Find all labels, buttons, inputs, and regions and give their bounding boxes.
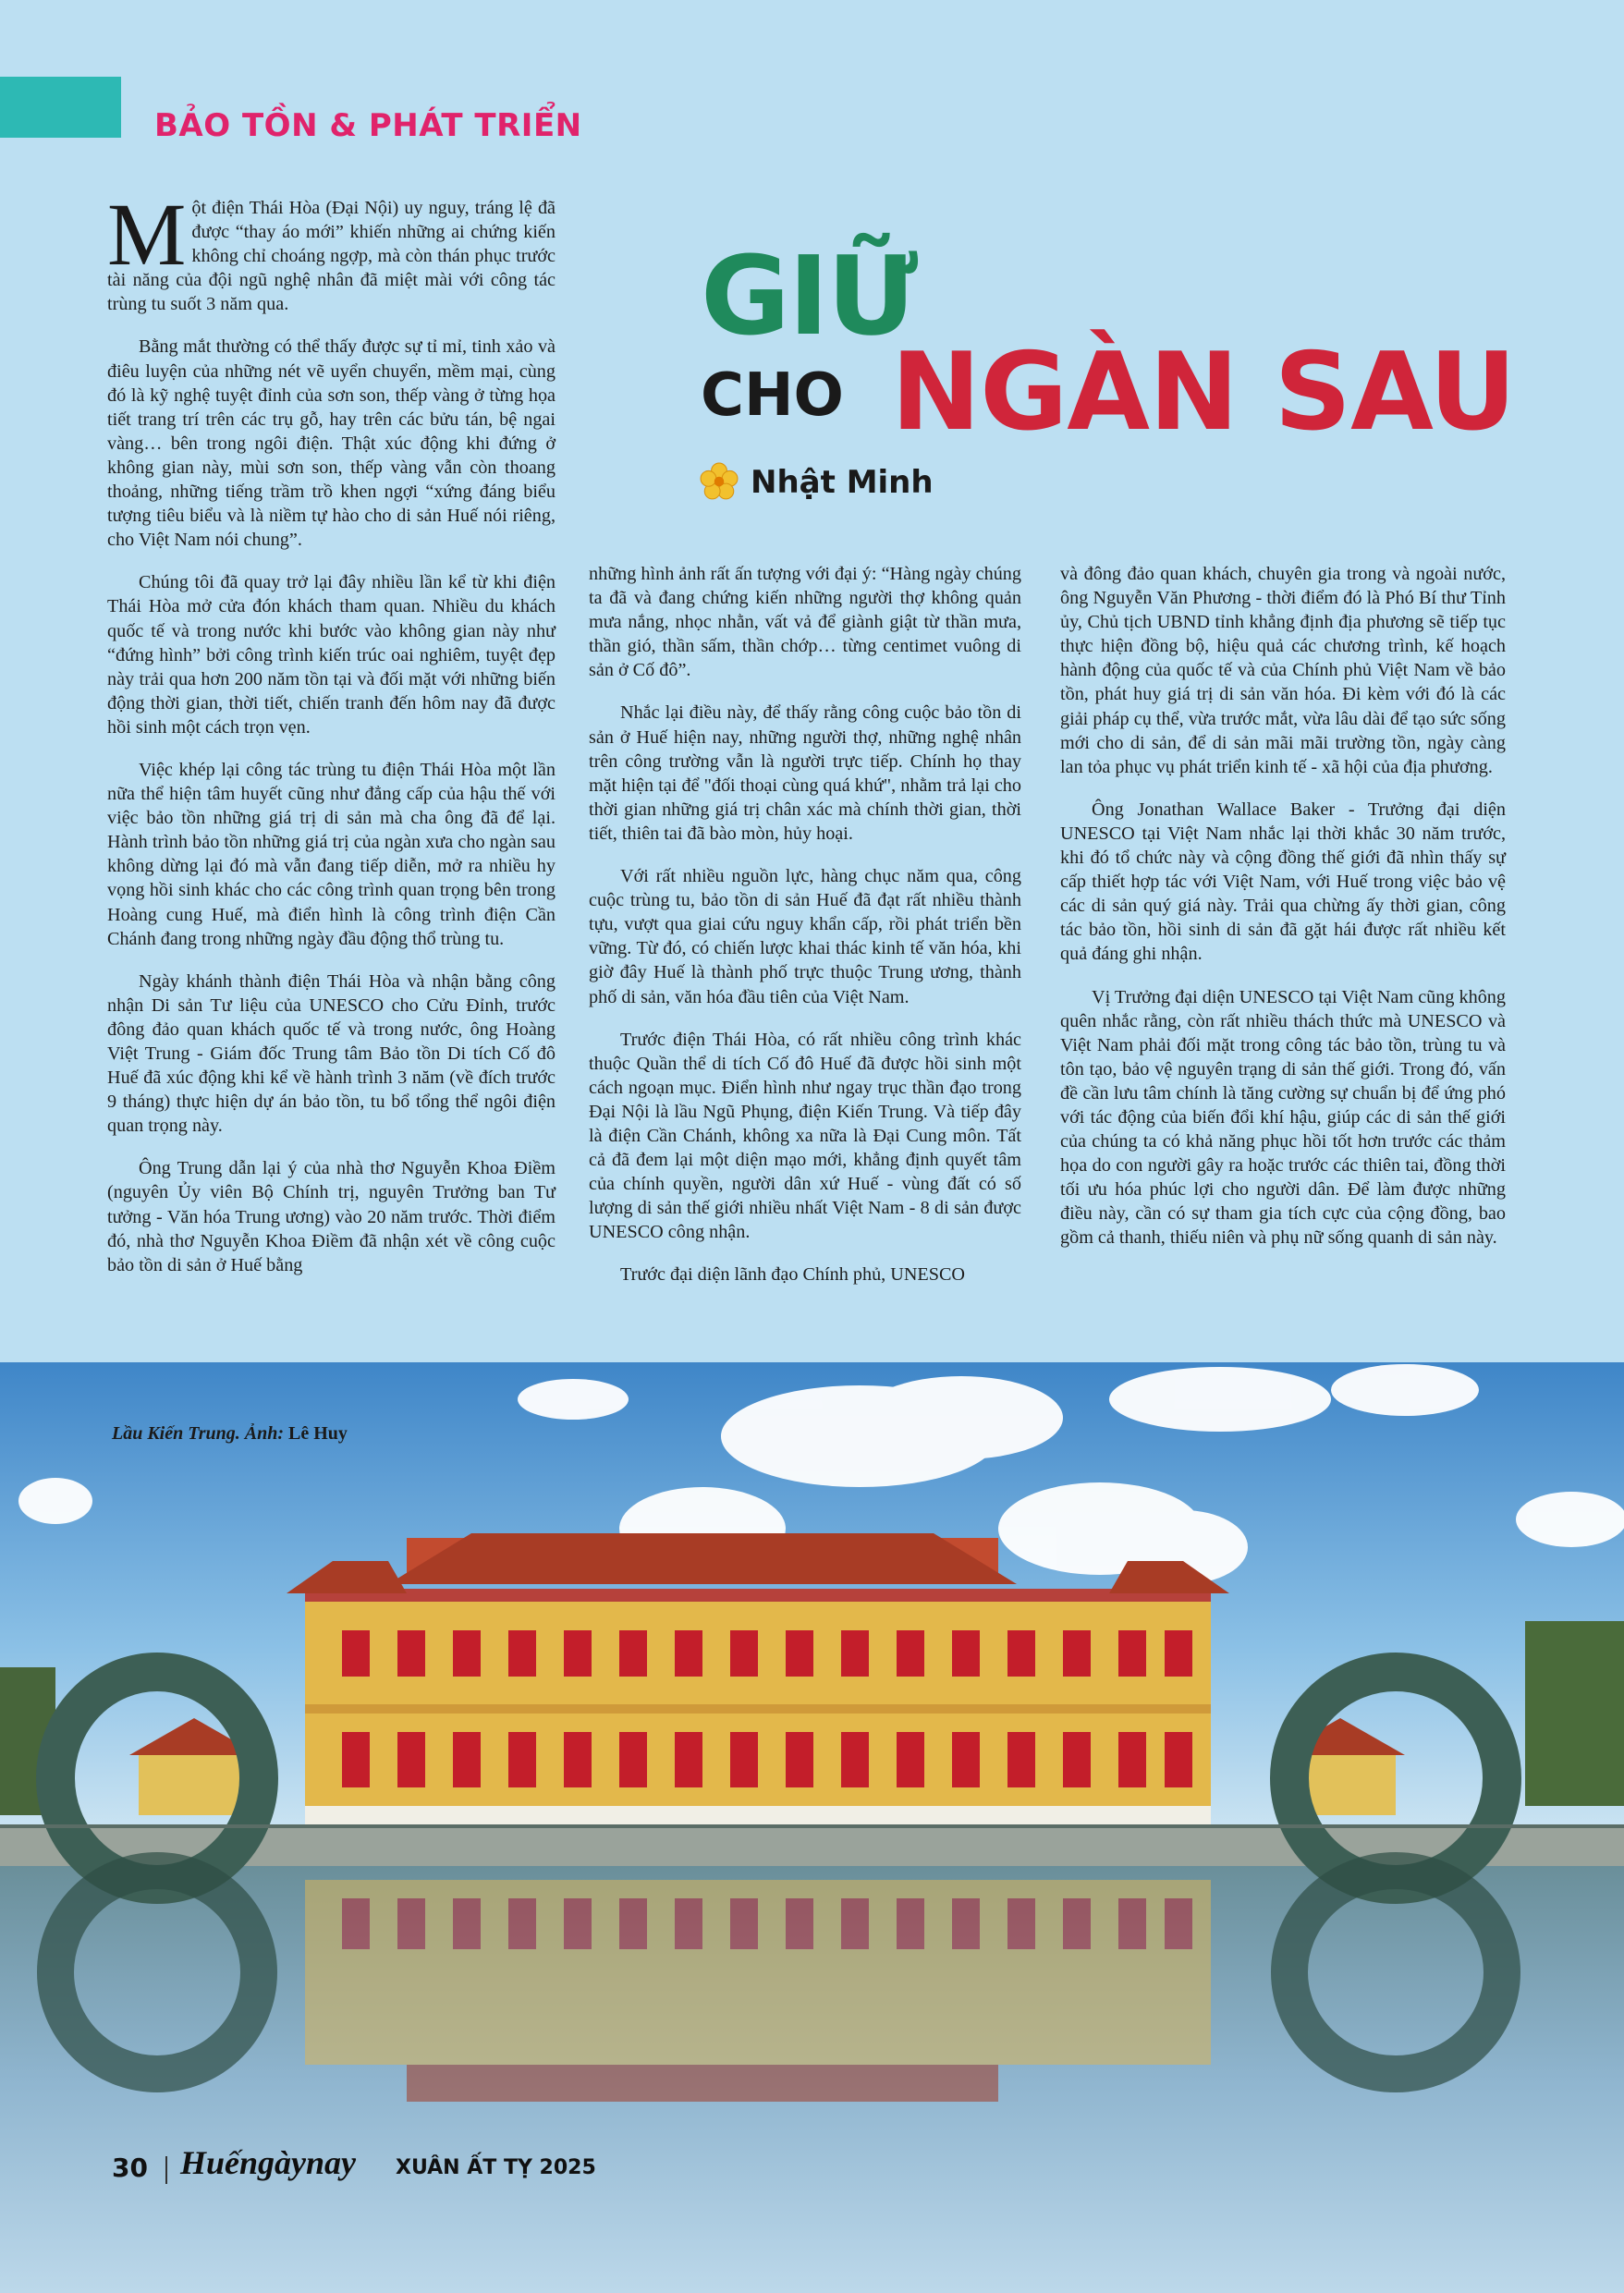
section-tab-marker [0,77,121,138]
paragraph: Chúng tôi đã quay trở lại đây nhiều lần kể từ khi điện Thái Hòa mở cửa đón khách tham quan. Nhiều du khách quốc tế và trong nước khi bước vào không gian này như “đứng hình” bởi công trình kiến trúc oai nghiêm, tuyệt đẹp này trải qua hơn 200 năm tồn tại và đối mặt với những biến động thời gian, thời tiết, chiến tranh đến hôm nay đã được hồi sinh một cách trọn vẹn. [107,572,556,738]
issue-label: XUÂN ẤT TỴ 2025 [396,2156,596,2179]
paragraph: Trước đại diện lãnh đạo Chính phủ, UNESCO [620,1264,966,1286]
footer-divider [165,2156,167,2184]
paragraph: Trước điện Thái Hòa, có rất nhiều công trình khác thuộc Quần thể di tích Cố đô Huế đã được hồi sinh một cách ngoạn mục. Điển hình như ngay trục thần đạo trong Đại Nội là lầu Ngũ Phụng, điện Kiến Trung. Và tiếp đây là điện Cần Chánh, không xa nữa là Đại Cung môn. Tất cả đã đem lại một diện mạo mới, khẳng định quyết tâm của chính quyền, người dân xứ Huế - vùng đất có số lượng di sản thế giới nhiều nhất Việt Nam - 8 di sản được UNESCO công nhận. [589,1029,1021,1243]
paragraph: và đông đảo quan khách, chuyên gia trong và ngoài nước, ông Nguyễn Văn Phương - thời điểm đó là Phó Bí thư Tỉnh ủy, Chủ tịch UBND tỉnh khẳng định địa phương sẽ tiếp tục thực hiện đồng bộ, hiệu quả các chương trình, kế hoạch hành động của quốc tế và của Chính phủ Việt Nam về bảo tồn, phát huy giá trị di sản văn hóa. Đi kèm với đó là các giải pháp cụ thể, vừa trước mắt, vừa lâu dài để tạo sức sống mới cho di sản, để di sản mãi mãi trường tồn, ngày càng lan tỏa phục vụ phát triển kinh tế - xã hội của địa phương. [1060,564,1506,777]
paragraph: Ngày khánh thành điện Thái Hòa và nhận bằng công nhận Di sản Tư liệu của UNESCO cho Cửu Đỉnh, trước đông đảo quan khách quốc tế và trong nước, ông Hoàng Việt Trung - Giám đốc Trung tâm Bảo tồn Di tích Cố đô Huế đã xúc động khi kể về hành trình 3 năm (về đích trước 9 tháng) thực hiện dự án bảo tồn, tu bổ tổng thể ngôi điện quan trọng này. [107,970,556,1137]
drop-cap: M [107,185,187,284]
section-label: BẢO TỒN & PHÁT TRIỂN [154,107,582,144]
magazine-logo: Huếngàynay [180,2144,357,2181]
apricot-flower-icon [700,462,739,501]
article-column-2 [589,562,1021,1306]
article-column-3 [1060,562,1506,1269]
paragraph: Bằng mắt thường có thể thấy được sự tỉ mỉ, tinh xảo và điêu luyện của những nét vẽ uyển chuyển, mềm mại, cùng đó là kỹ nghệ tuyệt đỉnh của sơn son, thếp vàng ở từng họa tiết trang trí trên các trụ gỗ, hay trên các bửu tán, bệ ngai vàng… bên trong ngôi điện. Thật xúc động khi đứng ở không gian này, mùi sơn son, thếp vàng vẫn còn thoang thoảng, những tiếng trầm trồ khen ngợi “xứng đáng biểu tượng tiêu biểu và là niềm tự hào cho di sản Huế nói riêng, cho Việt Nam nói chung”. [107,336,556,551]
article-column-1 [107,185,556,1296]
paragraph: Ông Trung dẫn lại ý của nhà thơ Nguyễn Khoa Điềm (nguyên Ủy viên Bộ Chính trị, nguyên Trưởng ban Tư tưởng - Văn hóa Trung ương) vào 20 năm trước. Thời điểm đó, nhà thơ Nguyễn Khoa Điềm đã nhận xét về công cuộc bảo tồn di sản ở Huế bằng [107,1158,556,1275]
paragraph: Việc khép lại công tác trùng tu điện Thái Hòa một lần nữa thể hiện tâm huyết cũng như đẳng cấp của hậu thế với việc bảo tồn những giá trị di sản mà cha ông đã để lại. Hành trình bảo tồn những giá trị của ngàn xưa cho ngàn sau không dừng lại đó mà vẫn đang tiếp diễn, mở ra nhiều hy vọng hồi sinh khác cho các công trình quan trọng bên trong Hoàng cung Huế, mà điển hình là công trình điện Cần Chánh đang trong những ngày đầu động thổ trùng tu. [107,759,556,949]
photo-caption [112,1423,348,1445]
paragraph: Nhắc lại điều này, để thấy rằng công cuộc bảo tồn di sản ở Huế hiện nay, những người thợ, những nghệ nhân trên công trường vẫn là người trực tiếp. Chính họ thay mặt hiện tại để "đối thoại cùng quá khứ", nhằm trả lại cho thời gian những giá trị chân xác mà chính thời gian, thời tiết, thiên tai đã bào mòn, hủy hoại. [589,702,1021,844]
paragraph: Vị Trưởng đại diện UNESCO tại Việt Nam cũng không quên nhắc rằng, còn rất nhiều thách thức mà UNESCO và Việt Nam phải đối mặt trong công tác bảo tồn, trùng tu và tôn tạo, bảo vệ nguyên trạng di sản thế giới. Trong đó, vấn đề cần lưu tâm chính là tăng cường sự chuẩn bị để ứng phó với tác động của biến đổi khí hậu, giúp các di sản thế giới của chúng ta có khả năng phục hồi tốt hơn trước các thảm họa do con người gây ra hoặc trước các thiên tai, đồng thời tối ưu hóa phúc lợi cho người dân. Để làm được những điều này, cần có sự tham gia tích cực của cộng đồng, bao gồm cả thanh, thiếu niên và phụ nữ sống quanh di sản này. [1060,986,1506,1249]
headline-line-1: GIỮ [701,232,917,360]
caption-text: Lầu Kiến Trung. Ảnh: [112,1423,284,1444]
paragraph: những hình ảnh rất ấn tượng với đại ý: “Hàng ngày chúng ta đã và đang chứng kiến những người thợ không quản mưa nắng, nhọc nhằn, vất vả để giành giật từ thần mưa, thần gió, thần sấm, thần chớp… từng centimet vuông di sản ở Cố đô”. [589,564,1021,681]
paragraph: Với rất nhiều nguồn lực, hàng chục năm qua, công cuộc trùng tu, bảo tồn di sản Huế đã đạt rất nhiều thành tựu, vượt qua giai cứu nguy khẩn cấp, rồi phát triển bền vững. Từ đó, có chiến lược khai thác kinh tế văn hóa, khi giờ đây Huế là thành phố trực thuộc Trung ương, thành phố di sản, văn hóa đầu tiên của Việt Nam. [589,866,1021,1007]
headline-line-2-small: CHO [701,361,844,430]
author-name: Nhật Minh [751,464,934,501]
headline-line-2-big: NGÀN SAU [891,330,1516,455]
lead-paragraph [107,185,556,316]
paragraph: Ông Jonathan Wallace Baker - Trưởng đại diện UNESCO tại Việt Nam nhắc lại thời khắc 30 năm trước, khi đó tổ chức này và cộng đồng thế giới đã nhìn thấy sự cấp thiết hợp tác với Việt Nam, với Huế trong việc bảo vệ các di sản quý giá này. Trải qua chừng ấy thời gian, công tác bảo tồn, hồi sinh di sản đã gặt hái được rất nhiều kết quả đáng ghi nhận. [1060,799,1506,965]
page-number: 30 [112,2153,148,2183]
photo-credit: Lê Huy [288,1423,348,1444]
lead-text: ột điện Thái Hòa (Đại Nội) uy nguy, tráng lệ đã được “thay áo mới” khiến những ai chứng kiến không chỉ choáng ngợp, mà còn thán phục trước tài năng của đội ngũ nghệ nhân đã miệt mài với công tác trùng tu suốt 3 năm qua. [107,198,556,315]
